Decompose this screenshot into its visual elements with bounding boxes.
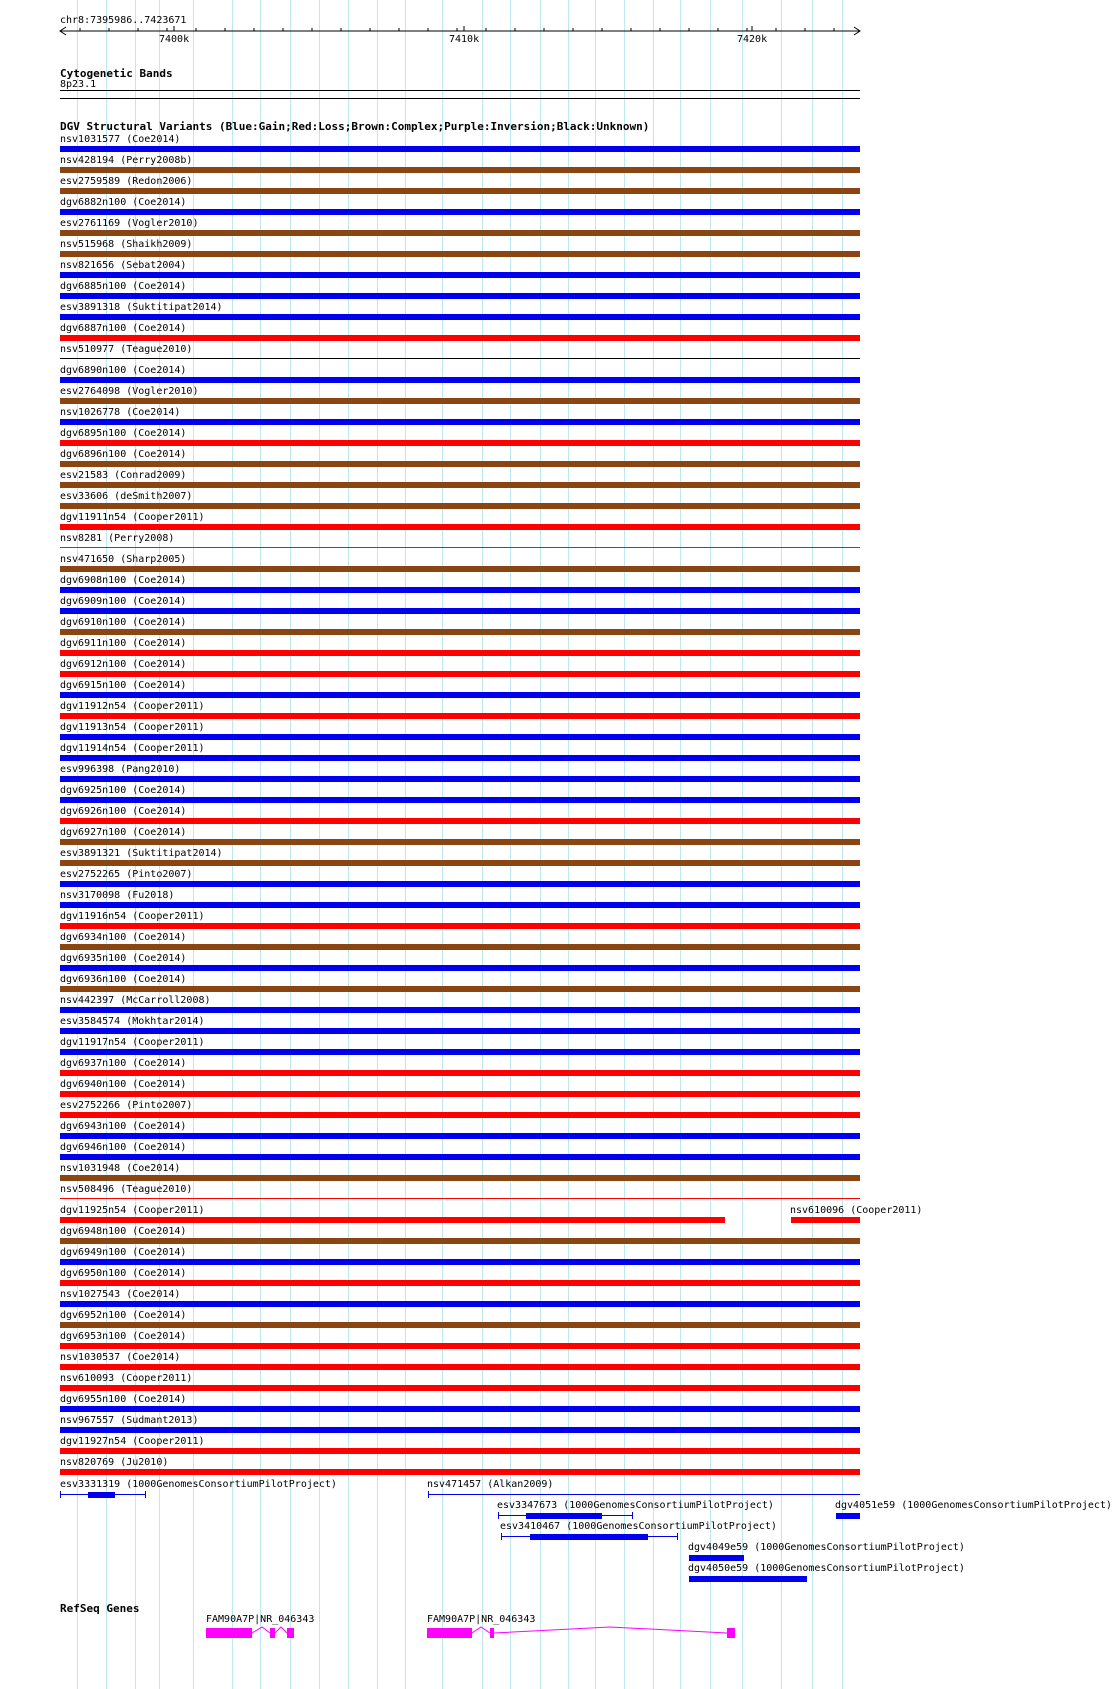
dgv-variant-label[interactable]: nsv610096 (Cooper2011) (790, 1205, 923, 1216)
dgv-variant-label[interactable]: dgv6946n100 (Coe2014) (60, 1142, 187, 1153)
dgv-variant-label[interactable]: esv2764098 (Vogler2010) (60, 386, 199, 397)
dgv-variant-label[interactable]: dgv11916n54 (Cooper2011) (60, 911, 205, 922)
dgv-variant-label[interactable]: nsv3170098 (Fu2018) (60, 890, 175, 901)
dgv-variant-label[interactable]: dgv6948n100 (Coe2014) (60, 1226, 187, 1237)
refseq-intron (472, 1627, 490, 1633)
dgv-variant-label[interactable]: dgv6926n100 (Coe2014) (60, 806, 187, 817)
dgv-variant-label[interactable]: dgv6896n100 (Coe2014) (60, 449, 187, 460)
dgv-variant-label[interactable]: nsv610093 (Cooper2011) (60, 1373, 193, 1384)
dgv-track-title: DGV Structural Variants (Blue:Gain;Red:Loss;Brown:Complex;Purple:Inversion;Black:Unknown) (60, 120, 650, 133)
dgv-variant-label[interactable]: nsv1027543 (Coe2014) (60, 1289, 181, 1300)
dgv-variant-label[interactable]: dgv11927n54 (Cooper2011) (60, 1436, 205, 1447)
dgv-variant-label[interactable]: dgv6915n100 (Coe2014) (60, 680, 187, 691)
ruler-tick-label: 7400k (159, 34, 190, 45)
dgv-variant-label[interactable]: dgv6952n100 (Coe2014) (60, 1310, 187, 1321)
refseq-gene-label[interactable]: FAM90A7P|NR_046343 (206, 1614, 315, 1625)
dgv-variant-label[interactable]: dgv6937n100 (Coe2014) (60, 1058, 187, 1069)
dgv-variant-label[interactable]: nsv1030537 (Coe2014) (60, 1352, 181, 1363)
dgv-variant-label[interactable]: dgv6950n100 (Coe2014) (60, 1268, 187, 1279)
refseq-exon[interactable] (427, 1628, 472, 1638)
dgv-variant-label[interactable]: nsv428194 (Perry2008b) (60, 155, 193, 166)
dgv-variant-label[interactable]: dgv6890n100 (Coe2014) (60, 365, 187, 376)
refseq-exon[interactable] (270, 1628, 275, 1638)
dgv-variant-label[interactable]: dgv4051e59 (1000GenomesConsortiumPilotProject) (835, 1500, 1112, 1511)
dgv-variant-label[interactable]: esv33606 (deSmith2007) (60, 491, 193, 502)
dgv-variant-label[interactable]: nsv820769 (Ju2010) (60, 1457, 169, 1468)
dgv-variant-label[interactable]: nsv508496 (Teague2010) (60, 1184, 193, 1195)
ruler-tick-label: 7420k (737, 34, 768, 45)
dgv-variant-label[interactable]: esv3891318 (Suktitipat2014) (60, 302, 223, 313)
dgv-variant-label[interactable]: esv2759589 (Redon2006) (60, 176, 193, 187)
dgv-variant-label[interactable]: nsv471650 (Sharp2005) (60, 554, 187, 565)
dgv-variant-label[interactable]: dgv6887n100 (Coe2014) (60, 323, 187, 334)
refseq-exon[interactable] (490, 1628, 494, 1638)
dgv-variant-label[interactable]: esv3410467 (1000GenomesConsortiumPilotProject) (500, 1521, 777, 1532)
dgv-variant-label[interactable]: dgv6927n100 (Coe2014) (60, 827, 187, 838)
dgv-variant-label[interactable]: esv2752266 (Pinto2007) (60, 1100, 193, 1111)
dgv-variant-label[interactable]: dgv6953n100 (Coe2014) (60, 1331, 187, 1342)
refseq-intron (275, 1627, 287, 1633)
dgv-variant-label[interactable]: esv2761169 (Vogler2010) (60, 218, 199, 229)
refseq-exon[interactable] (727, 1628, 735, 1638)
ruler-tick-label: 7410k (449, 34, 480, 45)
dgv-variant-label[interactable]: nsv442397 (McCarroll2008) (60, 995, 211, 1006)
refseq-intron (252, 1627, 270, 1633)
dgv-variant-label[interactable]: dgv6943n100 (Coe2014) (60, 1121, 187, 1132)
dgv-variant-label[interactable]: esv3891321 (Suktitipat2014) (60, 848, 223, 859)
dgv-variant-label[interactable]: esv2752265 (Pinto2007) (60, 869, 193, 880)
dgv-variant-label[interactable]: dgv11914n54 (Cooper2011) (60, 743, 205, 754)
dgv-variant-label[interactable]: dgv6925n100 (Coe2014) (60, 785, 187, 796)
dgv-variant-label[interactable]: nsv1031577 (Coe2014) (60, 134, 181, 145)
dgv-variant-label[interactable]: dgv6912n100 (Coe2014) (60, 659, 187, 670)
dgv-variant-label[interactable]: dgv6936n100 (Coe2014) (60, 974, 187, 985)
dgv-variant-label[interactable]: nsv471457 (Alkan2009) (427, 1479, 554, 1490)
dgv-variant-label[interactable]: esv996398 (Pang2010) (60, 764, 181, 775)
refseq-intron (494, 1627, 727, 1633)
dgv-variant-label[interactable]: dgv6895n100 (Coe2014) (60, 428, 187, 439)
dgv-variant-label[interactable]: nsv1031948 (Coe2014) (60, 1163, 181, 1174)
dgv-variant-label[interactable]: esv3584574 (Mokhtar2014) (60, 1016, 205, 1027)
dgv-variant-label[interactable]: nsv967557 (Sudmant2013) (60, 1415, 199, 1426)
dgv-variant-label[interactable]: dgv6949n100 (Coe2014) (60, 1247, 187, 1258)
dgv-variant-label[interactable]: dgv11913n54 (Cooper2011) (60, 722, 205, 733)
refseq-exon[interactable] (287, 1628, 294, 1638)
ruler-position: chr8:7395986..7423671 (60, 15, 187, 26)
dgv-variant-label[interactable]: dgv6910n100 (Coe2014) (60, 617, 187, 628)
cytoband-label: 8p23.1 (60, 79, 97, 90)
dgv-variant-label[interactable]: dgv11925n54 (Cooper2011) (60, 1205, 205, 1216)
dgv-variant-label[interactable]: dgv4049e59 (1000GenomesConsortiumPilotProject) (688, 1542, 965, 1553)
dgv-variant-label[interactable]: dgv6882n100 (Coe2014) (60, 197, 187, 208)
refseq-gene-label[interactable]: FAM90A7P|NR_046343 (427, 1614, 536, 1625)
dgv-variant-label[interactable]: dgv6935n100 (Coe2014) (60, 953, 187, 964)
refseq-track-title: RefSeq Genes (60, 1602, 140, 1615)
refseq-exon[interactable] (206, 1628, 252, 1638)
dgv-variant-label[interactable]: dgv4050e59 (1000GenomesConsortiumPilotProject) (688, 1563, 965, 1574)
dgv-variant-label[interactable]: esv3331319 (1000GenomesConsortiumPilotProject) (60, 1479, 337, 1490)
dgv-variant-label[interactable]: dgv11912n54 (Cooper2011) (60, 701, 205, 712)
dgv-variant-label[interactable]: dgv6885n100 (Coe2014) (60, 281, 187, 292)
dgv-variant-label[interactable]: dgv6909n100 (Coe2014) (60, 596, 187, 607)
dgv-variant-label[interactable]: nsv515968 (Shaikh2009) (60, 239, 193, 250)
dgv-variant-label[interactable]: nsv821656 (Sebat2004) (60, 260, 187, 271)
dgv-variant-label[interactable]: dgv6911n100 (Coe2014) (60, 638, 187, 649)
dgv-variant-label[interactable]: dgv6908n100 (Coe2014) (60, 575, 187, 586)
cytoband-track-title: Cytogenetic Bands (60, 67, 173, 80)
dgv-variant-label[interactable]: dgv11911n54 (Cooper2011) (60, 512, 205, 523)
dgv-variant-label[interactable]: nsv510977 (Teague2010) (60, 344, 193, 355)
dgv-variant-label[interactable]: dgv11917n54 (Cooper2011) (60, 1037, 205, 1048)
dgv-variant-label[interactable]: esv21583 (Conrad2009) (60, 470, 187, 481)
dgv-variant-label[interactable]: dgv6940n100 (Coe2014) (60, 1079, 187, 1090)
dgv-variant-label[interactable]: nsv1026778 (Coe2014) (60, 407, 181, 418)
dgv-variant-label[interactable]: dgv6934n100 (Coe2014) (60, 932, 187, 943)
dgv-variant-label[interactable]: nsv8281 (Perry2008) (60, 533, 175, 544)
dgv-variant-label[interactable]: dgv6955n100 (Coe2014) (60, 1394, 187, 1405)
dgv-variant-label[interactable]: esv3347673 (1000GenomesConsortiumPilotProject) (497, 1500, 774, 1511)
